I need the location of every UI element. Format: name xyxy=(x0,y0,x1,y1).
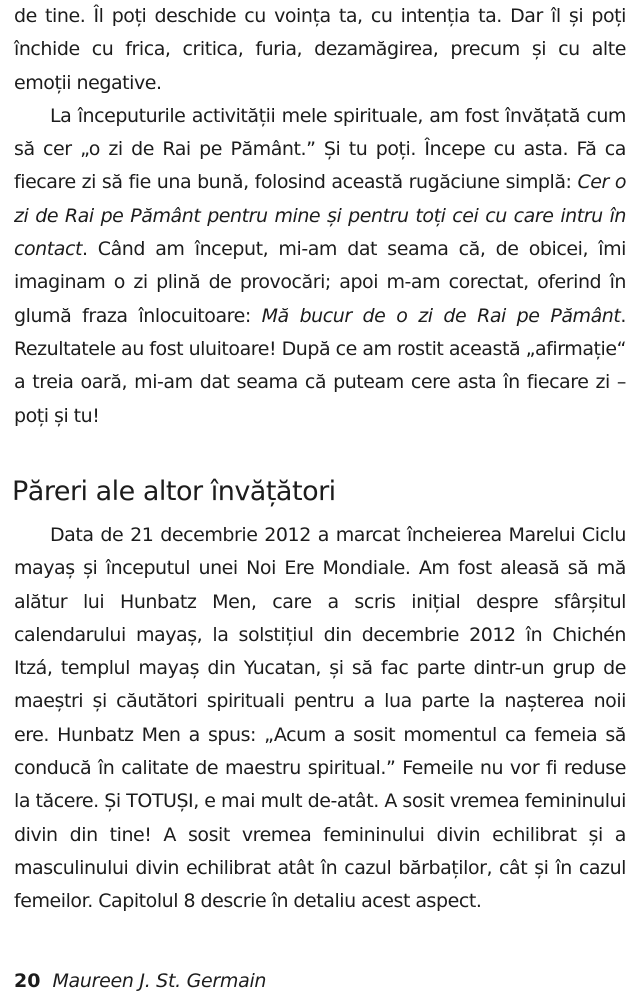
paragraph-heaven-on-earth xyxy=(14,100,626,433)
paragraph-text: . Când am început, mi-am dat seama că, de obicei, îmi imaginam o zi plină de provocări; apoi m-am corectat, oferind în glumă fraza înlocuitoare: xyxy=(14,238,626,327)
body-text-top xyxy=(14,0,626,433)
author-name: Maureen J. St. Germain xyxy=(52,970,267,992)
section-heading: Păreri ale altor învățători xyxy=(12,476,336,507)
replacement-phrase: Mă bucur de o zi de Rai pe Pământ xyxy=(261,304,621,327)
paragraph-continuation: de tine. Îl poți deschide cu voința ta, cu intenția ta. Dar îl și poți închide cu frica, critica, furia, dezamăgirea, precum și cu alte emoții negative. xyxy=(14,5,626,94)
paragraph-text: . Rezultatele au fost uluitoare! După ce am rostit această „afirmație“ a treia oară, mi-am dat seama că puteam cere asta în fiecare zi – poți și tu! xyxy=(14,304,626,427)
body-text-section xyxy=(14,519,626,919)
paragraph-maya-calendar: Data de 21 decembrie 2012 a marcat încheierea Marelui Ciclu mayaș și începutul unei Noi Ere Mondiale. Am fost aleasă să mă alătur lui Hunbatz Men, care a scris inițial despre sfârșitul calendarului mayaș, la solstițiul din decembrie 2012 în Chichén Itzá, templul mayaș din Yucatan, și să fac parte dintr-un grup de maeștri și căutători spirituali pentru a lua parte la nașterea noii ere. Hunbatz Men a spus: „Acum a sosit momentul ca femeia să conducă în calitate de maestru spiritual.” Femeile nu vor fi reduse la tăcere. Și TOTUȘI, e mai mult de-atât. A sosit vremea femininului divin din tine! A sosit vremea femininului divin echilibrat și a masculinului divin echilibrat atât în cazul bărbaților, cât și în cazul femeilor. Capitolul 8 descrie în detaliu acest aspect. xyxy=(14,524,626,913)
page-number: 20 xyxy=(14,970,41,992)
prayer-quote: Cer o zi de Rai pe Pământ pentru mine și pentru toți cei cu care intru în contact xyxy=(14,171,627,261)
paragraph-text: La începuturile activității mele spirituale, am fost învățată cum să cer „o zi de Rai pe Pământ.” Și tu poți. Începe cu asta. Fă ca fiecare zi să fie una bună, folosind această rugăciune simplă: xyxy=(14,104,626,194)
page-footer xyxy=(14,966,266,996)
